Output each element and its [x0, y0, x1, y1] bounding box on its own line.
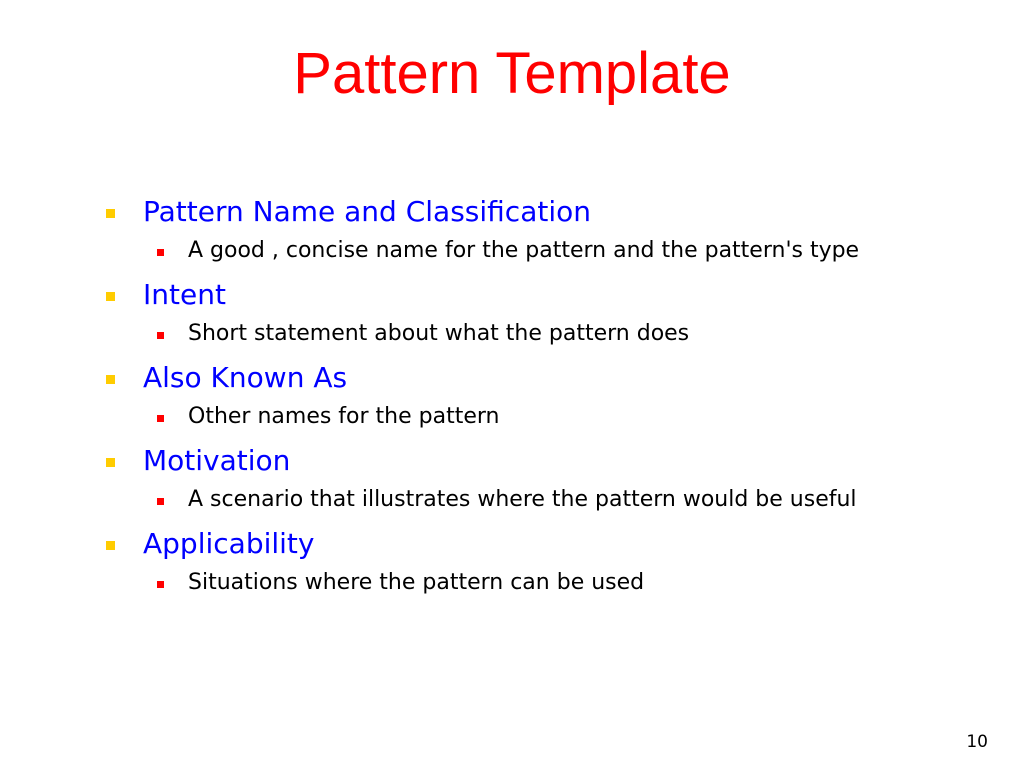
bullet-detail: Situations where the pattern can be used	[188, 570, 645, 595]
bullet-heading: Applicability	[143, 527, 315, 560]
square-bullet-icon	[157, 581, 164, 588]
slide-title: Pattern Template	[293, 41, 731, 106]
bullet-level-2	[104, 483, 984, 517]
square-bullet-icon	[106, 541, 115, 550]
square-bullet-icon	[157, 498, 164, 505]
bullet-level-1	[104, 275, 984, 315]
bullet-heading: Also Known As	[143, 361, 348, 394]
bullet-list	[104, 192, 984, 607]
bullet-level-1	[104, 441, 984, 481]
bullet-detail: Short statement about what the pattern does	[188, 321, 690, 346]
bullet-heading: Motivation	[143, 444, 291, 477]
square-bullet-icon	[106, 292, 115, 301]
square-bullet-icon	[106, 458, 115, 467]
bullet-detail: Other names for the pattern	[188, 404, 500, 429]
bullet-heading: Pattern Name and Classification	[143, 195, 591, 228]
square-bullet-icon	[106, 209, 115, 218]
square-bullet-icon	[157, 249, 164, 256]
list-item	[104, 358, 984, 434]
list-item	[104, 441, 984, 517]
page-number: 10	[966, 732, 988, 752]
list-item	[104, 192, 984, 268]
list-item	[104, 524, 984, 600]
list-item	[104, 275, 984, 351]
bullet-detail: A scenario that illustrates where the pattern would be useful	[188, 487, 857, 512]
square-bullet-icon	[157, 332, 164, 339]
square-bullet-icon	[106, 375, 115, 384]
bullet-level-1	[104, 524, 984, 564]
bullet-level-1	[104, 192, 984, 232]
bullet-level-2	[104, 234, 984, 268]
bullet-level-1	[104, 358, 984, 398]
square-bullet-icon	[157, 415, 164, 422]
bullet-level-2	[104, 400, 984, 434]
bullet-level-2	[104, 566, 984, 600]
bullet-heading: Intent	[143, 278, 226, 311]
bullet-detail: A good , concise name for the pattern and the pattern's type	[188, 238, 860, 263]
bullet-level-2	[104, 317, 984, 351]
